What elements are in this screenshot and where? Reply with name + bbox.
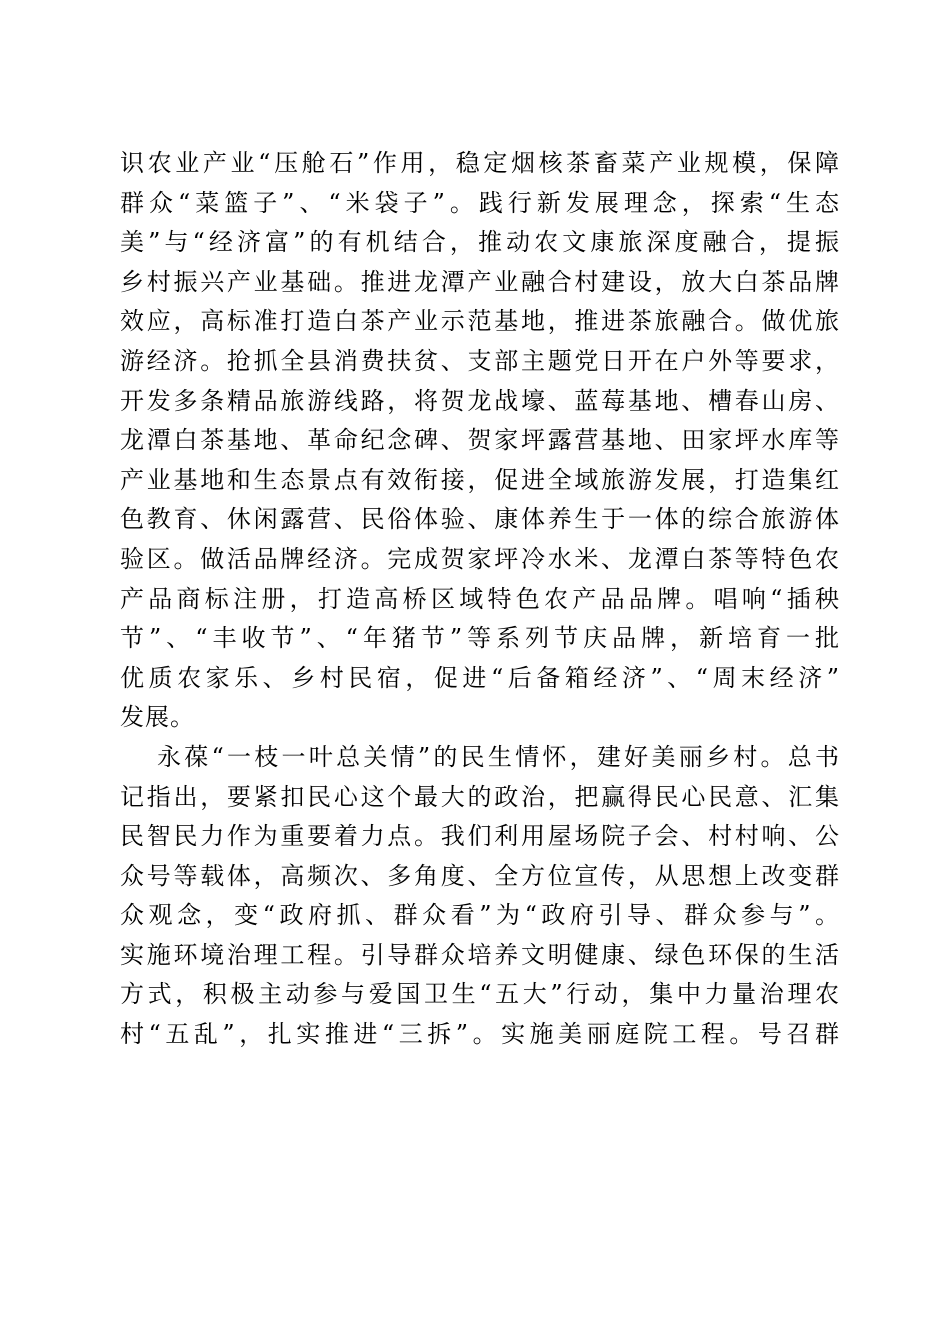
text-line: 记指出，要紧扣民心这个最大的政治，把赢得民心民意、汇集 bbox=[120, 782, 840, 811]
text-line: 众号等载体，高频次、多角度、全方位宣传，从思想上改变群 bbox=[120, 861, 840, 890]
text-line: 色教育、休闲露营、民俗体验、康体养生于一体的综合旅游体 bbox=[120, 505, 840, 534]
text-line: 民智民力作为重要着力点。我们利用屋场院子会、村村响、公 bbox=[120, 822, 840, 851]
text-line: 方式，积极主动参与爱国卫生“五大”行动，集中力量治理农 bbox=[120, 980, 840, 1009]
text-line: 效应，高标准打造白茶产业示范基地，推进茶旅融合。做优旅 bbox=[120, 307, 840, 336]
paragraph-2 bbox=[120, 738, 840, 1055]
text-line: 村“五乱”，扎实推进“三拆”。实施美丽庭院工程。号召群 bbox=[120, 1020, 840, 1049]
text-line: 识农业产业“压舱石”作用，稳定烟核茶畜菜产业规模，保障 bbox=[120, 149, 840, 177]
text-line: 优质农家乐、乡村民宿，促进“后备箱经济”、“周末经济” bbox=[120, 663, 840, 692]
text-line: 永葆“一枝一叶总关情”的民生情怀，建好美丽乡村。总书 bbox=[157, 742, 840, 771]
text-line: 美”与“经济富”的有机结合，推动农文康旅深度融合，提振 bbox=[120, 228, 840, 257]
text-line: 游经济。抢抓全县消费扶贫、支部主题党日开在户外等要求， bbox=[120, 346, 840, 375]
text-line: 产品商标注册，打造高桥区域特色农产品品牌。唱响“插秧 bbox=[120, 584, 840, 613]
text-line: 实施环境治理工程。引导群众培养文明健康、绿色环保的生活 bbox=[120, 940, 840, 969]
text-line: 验区。做活品牌经济。完成贺家坪冷水米、龙潭白茶等特色农 bbox=[120, 544, 840, 573]
text-line: 群众“菜篮子”、“米袋子”。践行新发展理念，探索“生态 bbox=[120, 188, 840, 217]
text-line: 发展。 bbox=[120, 703, 195, 732]
paragraph-1 bbox=[120, 144, 840, 738]
text-line: 节”、“丰收节”、“年猪节”等系列节庆品牌，新培育一批 bbox=[120, 624, 840, 653]
body-text bbox=[120, 144, 840, 1055]
text-line: 开发多条精品旅游线路，将贺龙战壕、蓝莓基地、槽春山房、 bbox=[120, 386, 840, 415]
text-line: 产业基地和生态景点有效衔接，促进全域旅游发展，打造集红 bbox=[120, 465, 840, 494]
text-line: 众观念，变“政府抓、群众看”为“政府引导、群众参与”。 bbox=[120, 901, 840, 930]
text-line: 乡村振兴产业基础。推进龙潭产业融合村建设，放大白茶品牌 bbox=[120, 267, 840, 296]
text-line: 龙潭白茶基地、革命纪念碑、贺家坪露营基地、田家坪水库等 bbox=[120, 426, 840, 455]
